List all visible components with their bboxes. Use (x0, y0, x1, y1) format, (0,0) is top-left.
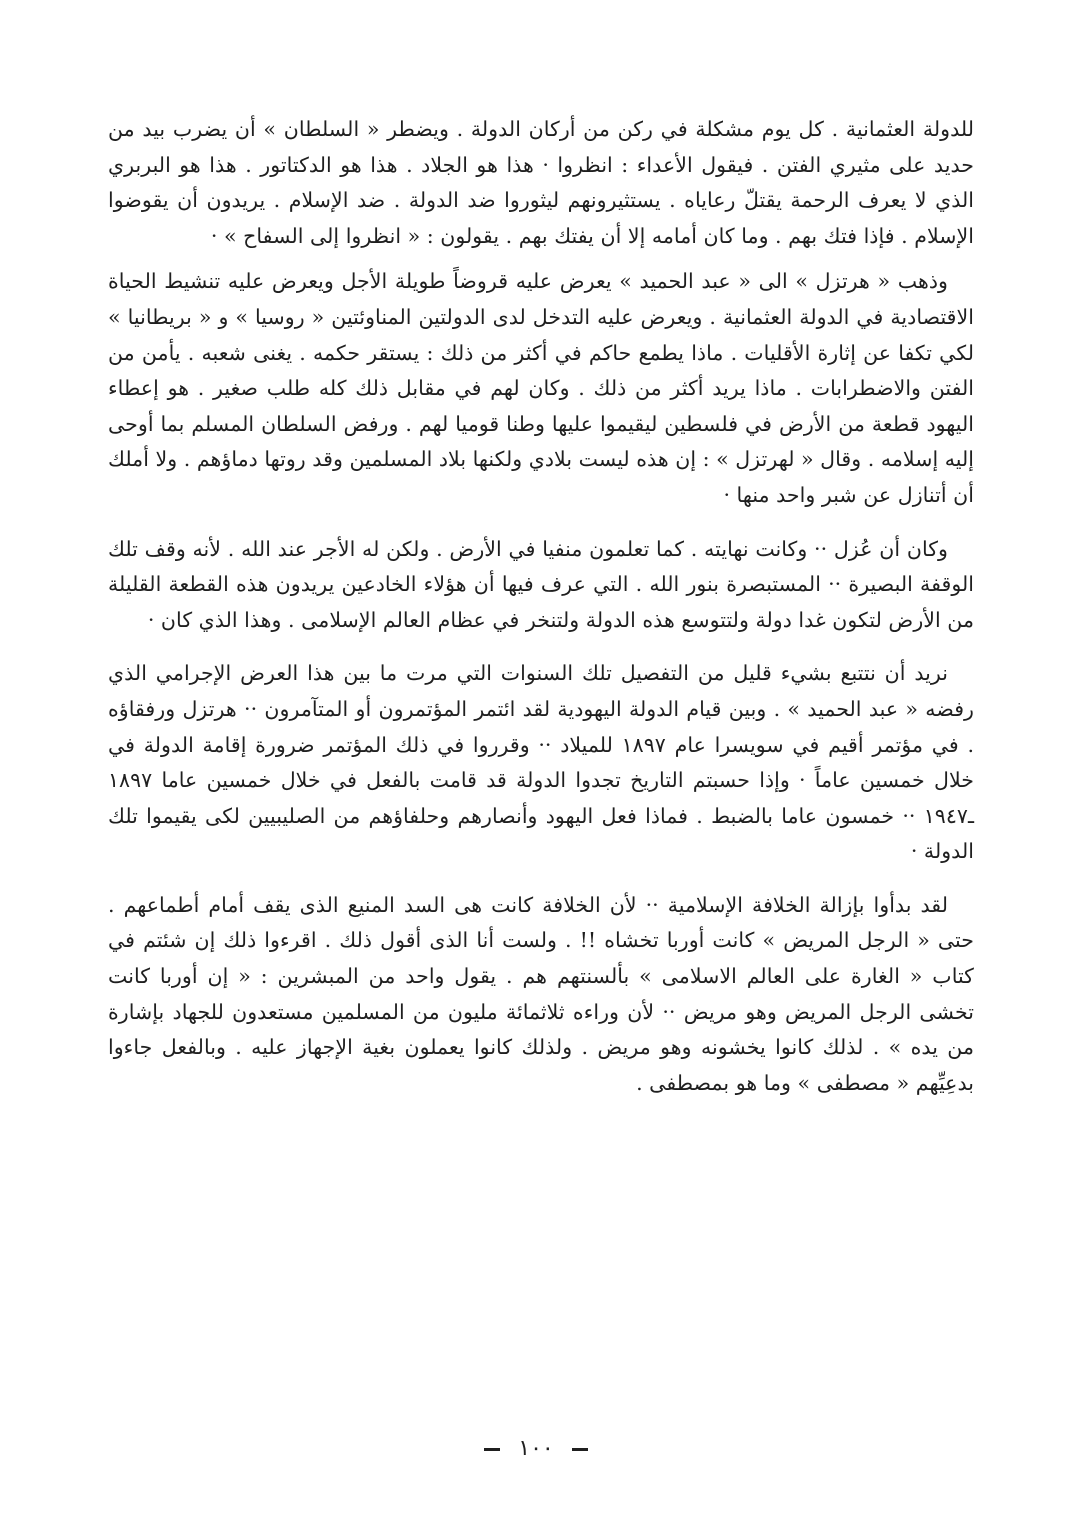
page-body (108, 112, 974, 1101)
page-number: ١٠٠ (518, 1436, 554, 1461)
left-dash (572, 1448, 588, 1451)
paragraph-3: وكان أن عُزل ·· وكانت نهايته . كما تعلمون منفيا في الأرض . ولكن له الأجر عند الله . لأنه وقف تلك الوقفة البصيرة ·· المستبصرة بنور الله . التي عرف فيها أن هؤلاء الخادعين يريدون هذه القطعة القليلة من الأرض لتكون غدا دولة ولتتوسع هذه الدولة ولتنخر في عظام العالم الإسلامى . وهذا الذي كان · (108, 536, 974, 632)
paragraph-4: نريد أن نتتبع بشيء قليل من التفصيل تلك السنوات التي مرت ما بين هذا العرض الإجرامي الذي رفضه « عبد الحميد » . وبين قيام الدولة اليهودية لقد ائتمر المؤتمرون أو المتآمرون ·· هرتزل ورفقاؤه . في مؤتمر أقيم في سويسرا عام ١٨٩٧ للميلاد ·· وقرروا في ذلك المؤتمر ضرورة إقامة الدولة في خلال خمسين عاماً · وإذا حسبتم التاريخ تجدوا الدولة قد قامت بالفعل في خلال خمسين عاما ١٨٩٧ ـ١٩٤٧ ·· خمسون عاما بالضبط . فماذا فعل اليهود وأنصارهم وحلفاؤهم من الصليبيين لكى يقيموا تلك الدولة · (108, 661, 974, 864)
page-footer (0, 1436, 1072, 1461)
paragraph-5: لقد بدأوا بإزالة الخلافة الإسلامية ·· لأن الخلافة كانت هى السد المنيع الذى يقف أمام أطماعهم . حتى « الرجل المريض » كانت أوربا تخشاه !! . ولست أنا الذى أقول ذلك . اقرءوا ذلك إن شئتم في كتاب « الغارة على العالم الاسلامى » بألسنتهم هم . يقول واحد من المبشرين : « إن أوربا كانت تخشى الرجل المريض وهو مريض ·· لأن وراءه ثلاثمائة مليون من المسلمين مستعدون للجهاد بإشارة من يده » . لذلك كانوا يخشونه وهو مريض . ولذلك كانوا يعملون بغية الإجهاز عليه . وبالفعل جاءوا بدعِيِّهم « مصطفى » وما هو بمصطفى . (108, 892, 974, 1095)
paragraph-1: للدولة العثمانية . كل يوم مشكلة في ركن من أركان الدولة . ويضطر « السلطان » أن يضرب بيد من حديد على مثيري الفتن . فيقول الأعداء : انظروا · هذا هو الجلاد . هذا هو الدكتاتور . هذا هو البربري الذي لا يعرف الرحمة يقتلّ رعاياه . يستثيرونهم ليثوروا ضد الدولة . ضد الإسلام . يريدون أن يقوضوا الإسلام . فإذا فتك بهم . وما كان أمامه إلا أن يفتك بهم . يقولون : « انظروا إلى السفاح » · (108, 117, 974, 248)
right-dash (484, 1448, 500, 1451)
paragraph-2: وذهب « هرتزل » الى « عبد الحميد » يعرض عليه قروضاً طويلة الأجل ويعرض عليه تنشيط الحياة الاقتصادية في الدولة العثمانية . ويعرض عليه التدخل لدى الدولتين المناوئتين « روسيا » و « بريطانيا » لكي تكفا عن إثارة الأقليات . ماذا يطمع حاكم في أكثر من ذلك : يستقر حكمه . يغنى شعبه . يأمن من الفتن والاضطرابات . ماذا يريد أكثر من ذلك . وكان لهم في مقابل ذلك كله طلب صغير . هو إعطاء اليهود قطعة من الأرض في فلسطين ليقيموا عليها وطنا قوميا لهم . ورفض السلطان المسلم بما أوحى إليه إسلامه . وقال « لهرتزل » : إن هذه ليست بلادي ولكنها بلاد المسلمين وقد روتها دماؤهم . ولا أملك أن أتنازل عن شبر واحد منها · (108, 269, 974, 507)
